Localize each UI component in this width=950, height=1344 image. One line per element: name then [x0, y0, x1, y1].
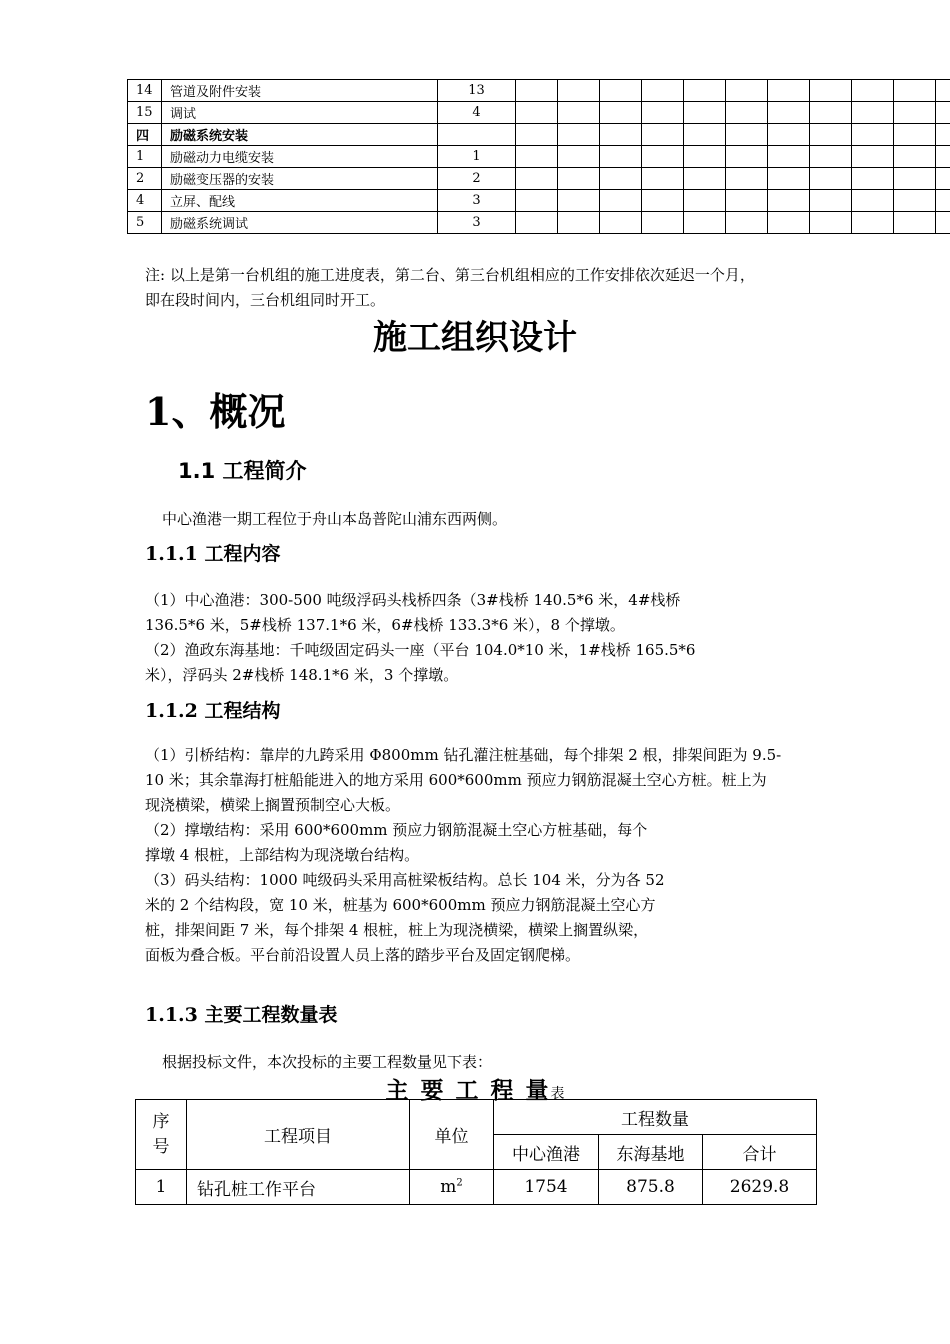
cell-gantt [684, 80, 726, 102]
content-line-1: （1）中心渔港：300-500 吨级浮码头栈桥四条（3#栈桥 140.5*6 米，4#栈桥 [145, 591, 681, 609]
cell-days [438, 124, 516, 146]
section-1-1-3-heading: 1.1.3 主要工程数量表 [145, 1004, 338, 1026]
cell-gantt [936, 212, 950, 234]
structure-line-8: 桩，排架间距 7 米，每个排架 4 根桩，桩上为现浇横梁，横梁上搁置纵梁， [145, 921, 649, 939]
cell-gantt [726, 168, 768, 190]
cell-gantt [516, 80, 558, 102]
cell-gantt [600, 124, 642, 146]
cell-gantt [768, 168, 810, 190]
document-title: 施工组织设计 [373, 318, 577, 358]
cell-gantt [600, 168, 642, 190]
cell-gantt [852, 212, 894, 234]
cell-gantt [810, 190, 852, 212]
header-item: 工程项目 [187, 1100, 410, 1170]
cell-gantt [768, 190, 810, 212]
cell-gantt [726, 124, 768, 146]
cell-item: 励磁系统调试 [162, 212, 438, 234]
cell-gantt [768, 212, 810, 234]
structure-line-5: 撑墩 4 根桩，上部结构为现浇墩台结构。 [145, 846, 420, 864]
structure-line-7: 米的 2 个结构段，宽 10 米，桩基为 600*600mm 预应力钢筋混凝土空心方 [145, 896, 656, 914]
table-row [128, 146, 950, 168]
cell-gantt [558, 102, 600, 124]
cell-gantt [642, 80, 684, 102]
cell-item: 励磁变压器的安装 [162, 168, 438, 190]
qty-caption-suffix: 表 [550, 1086, 565, 1102]
cell-days: 3 [438, 212, 516, 234]
cell-days: 13 [438, 80, 516, 102]
cell-gantt [516, 168, 558, 190]
cell-no: 14 [128, 80, 162, 102]
cell-item: 管道及附件安装 [162, 80, 438, 102]
cell-gantt [768, 102, 810, 124]
cell-gantt [936, 168, 950, 190]
content-line-4: 米），浮码头 2#栈桥 148.1*6 米，3 个撑墩。 [145, 666, 459, 684]
cell-gantt [516, 102, 558, 124]
cell-gantt [894, 80, 936, 102]
section-1-1-paragraph: 中心渔港一期工程位于舟山本岛普陀山浦东西两侧。 [162, 510, 508, 528]
cell-gantt [894, 102, 936, 124]
quantity-table [135, 1099, 817, 1205]
cell-gantt [516, 124, 558, 146]
header-qty-group: 工程数量 [494, 1100, 817, 1135]
cell-item: 钻孔桩工作平台 [187, 1170, 410, 1205]
cell-gantt [600, 212, 642, 234]
cell-gantt [558, 80, 600, 102]
cell-gantt [852, 190, 894, 212]
cell-gantt [558, 168, 600, 190]
cell-gantt [558, 190, 600, 212]
section-1-1-3-paragraph: 根据投标文件，本次投标的主要工程数量见下表： [162, 1053, 493, 1071]
cell-gantt [726, 146, 768, 168]
header-seq: 序号 [136, 1100, 187, 1170]
table-row [128, 124, 950, 146]
table-row [128, 80, 950, 102]
cell-gantt [558, 146, 600, 168]
cell-unit: $m^2$ [410, 1170, 494, 1205]
cell-gantt [642, 168, 684, 190]
cell-item: 励磁系统安装 [162, 124, 438, 146]
schedule-table-body [128, 80, 950, 234]
cell-gantt [894, 190, 936, 212]
structure-line-6: （3）码头结构：1000 吨级码头采用高桩梁板结构。总长 104 米，分为各 52 [145, 871, 665, 889]
cell-gantt [768, 124, 810, 146]
section-1-1-2-heading: 1.1.2 工程结构 [145, 700, 281, 722]
cell-gantt [516, 190, 558, 212]
cell-gantt [642, 146, 684, 168]
cell-gantt [936, 80, 950, 102]
cell-no: 四 [128, 124, 162, 146]
cell-no: 1 [128, 146, 162, 168]
cell-gantt [558, 124, 600, 146]
cell-gantt [726, 212, 768, 234]
cell-gantt [600, 102, 642, 124]
cell-gantt [684, 168, 726, 190]
cell-no: 5 [128, 212, 162, 234]
cell-no: 4 [128, 190, 162, 212]
cell-item: 励磁动力电缆安装 [162, 146, 438, 168]
content-line-3: （2）渔政东海基地：千吨级固定码头一座（平台 104.0*10 米，1#栈桥 165.5*6 [145, 641, 696, 659]
cell-no: 2 [128, 168, 162, 190]
cell-gantt [852, 124, 894, 146]
cell-gantt [558, 212, 600, 234]
cell-gantt [600, 190, 642, 212]
cell-gantt [852, 80, 894, 102]
content-line-2: 136.5*6 米，5#栈桥 137.1*6 米，6#栈桥 133.3*6 米），8 个撑墩。 [145, 616, 625, 634]
schedule-table [127, 79, 950, 234]
cell-gantt [810, 168, 852, 190]
note-line-2: 即在段时间内，三台机组同时开工。 [145, 291, 386, 309]
section-1-heading: 1、概况 [145, 389, 286, 434]
cell-gantt [894, 124, 936, 146]
cell-gantt [810, 124, 852, 146]
table-row [128, 212, 950, 234]
cell-gantt [852, 168, 894, 190]
note-line-1: 注: 以上是第一台机组的施工进度表，第二台、第三台机组相应的工作安排依次延迟一个月， [145, 266, 755, 284]
cell-gantt [852, 146, 894, 168]
qty-caption-main: 主 要 工 程 量 [385, 1077, 551, 1104]
cell-gantt [936, 190, 950, 212]
structure-line-4: （2）撑墩结构：采用 600*600mm 预应力钢筋混凝土空心方桩基础，每个 [145, 821, 648, 839]
cell-gantt [684, 146, 726, 168]
cell-gantt [894, 168, 936, 190]
cell-gantt [684, 124, 726, 146]
cell-days: 2 [438, 168, 516, 190]
section-1-1-heading: 1.1 工程简介 [178, 459, 307, 483]
header-total: 合计 [703, 1135, 817, 1170]
cell-gantt [600, 80, 642, 102]
cell-gantt [684, 212, 726, 234]
cell-no: 15 [128, 102, 162, 124]
cell-gantt [684, 190, 726, 212]
header-unit: 单位 [410, 1100, 494, 1170]
cell-gantt [516, 146, 558, 168]
cell-gantt [642, 124, 684, 146]
cell-gantt [726, 102, 768, 124]
cell-gantt [642, 212, 684, 234]
cell-gantt [726, 80, 768, 102]
cell-gantt [936, 124, 950, 146]
cell-gantt [810, 80, 852, 102]
cell-gantt [810, 102, 852, 124]
cell-gantt [894, 212, 936, 234]
structure-line-9: 面板为叠合板。平台前沿设置人员上落的踏步平台及固定钢爬梯。 [145, 946, 581, 964]
cell-gantt [810, 212, 852, 234]
cell-gantt [936, 146, 950, 168]
cell-gantt [810, 146, 852, 168]
table-row [136, 1170, 817, 1205]
cell-gantt [768, 146, 810, 168]
cell-days: 4 [438, 102, 516, 124]
header-east: 东海基地 [599, 1135, 703, 1170]
cell-days: 1 [438, 146, 516, 168]
cell-gantt [684, 102, 726, 124]
cell-gantt [768, 80, 810, 102]
cell-gantt [726, 190, 768, 212]
cell-center: 1754 [494, 1170, 599, 1205]
table-row [128, 102, 950, 124]
cell-days: 3 [438, 190, 516, 212]
cell-east: 875.8 [599, 1170, 703, 1205]
table-row [128, 168, 950, 190]
cell-gantt [600, 146, 642, 168]
cell-gantt [936, 102, 950, 124]
structure-line-1: （1）引桥结构：靠岸的九跨采用 Φ800mm 钻孔灌注桩基础，每个排架 2 根，排架间距为 9.5- [145, 746, 782, 764]
cell-total: 2629.8 [703, 1170, 817, 1205]
cell-gantt [852, 102, 894, 124]
table-row [128, 190, 950, 212]
cell-gantt [516, 212, 558, 234]
section-1-1-1-heading: 1.1.1 工程内容 [145, 543, 281, 565]
cell-seq: 1 [136, 1170, 187, 1205]
cell-item: 立屏、配线 [162, 190, 438, 212]
structure-line-3: 现浇横梁，横梁上搁置预制空心大板。 [145, 796, 401, 814]
structure-line-2: 10 米；其余靠海打桩船能进入的地方采用 600*600mm 预应力钢筋混凝土空心方桩。桩上为 [145, 771, 767, 789]
cell-gantt [642, 102, 684, 124]
cell-gantt [894, 146, 936, 168]
header-center: 中心渔港 [494, 1135, 599, 1170]
cell-item: 调试 [162, 102, 438, 124]
cell-gantt [642, 190, 684, 212]
